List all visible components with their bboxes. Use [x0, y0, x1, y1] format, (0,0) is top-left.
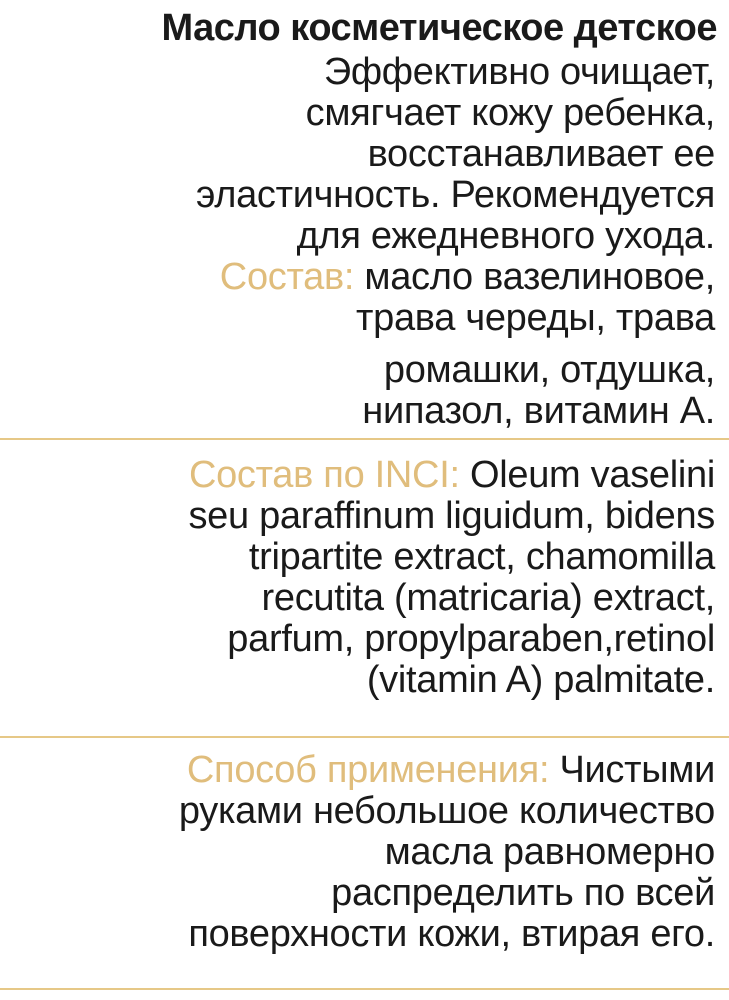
product-title: Масло косметическое детское: [161, 7, 717, 49]
usage-first-text: Чистыми: [549, 749, 715, 791]
composition-line: трава череды, трава: [356, 297, 715, 339]
usage-line: поверхности кожи, втирая его.: [188, 913, 715, 955]
description-line: смягчает кожу ребенка,: [305, 92, 715, 134]
inci-label: Состав по INCI:: [188, 454, 460, 496]
inci-first-line: [188, 455, 715, 496]
section-divider: [0, 736, 729, 738]
inci-first-text: Oleum vaselini: [459, 454, 715, 496]
usage-line: руками небольшое количество: [178, 790, 715, 832]
description-line: Эффективно очищает,: [323, 51, 715, 93]
description-line: эластичность. Рекомендуется: [195, 174, 715, 216]
composition-continued: [362, 350, 715, 432]
description-line: для ежедневного ухода.: [296, 215, 715, 257]
composition-section: [220, 257, 715, 339]
usage-section: [179, 750, 715, 955]
usage-label: Способ применения:: [186, 749, 550, 791]
composition-first-text: масло вазелиновое,: [354, 256, 715, 298]
inci-line: seu paraffinum liguidum, bidens: [188, 495, 715, 537]
usage-first-line: [179, 750, 715, 791]
product-description: [196, 52, 715, 257]
usage-line: масла равномерно: [384, 831, 715, 873]
inci-line: parfum, propylparaben,retinol: [227, 618, 715, 660]
description-line: восстанавливает ее: [367, 133, 715, 175]
inci-section: [188, 455, 715, 701]
inci-line: (vitamin A) palmitate.: [366, 659, 715, 701]
composition-first-line: [220, 257, 715, 298]
composition-line: нипазол, витамин А.: [362, 390, 715, 432]
inci-line: recutita (matricaria) extract,: [261, 577, 715, 619]
usage-line: распределить по всей: [331, 872, 715, 914]
section-divider: [0, 438, 729, 440]
composition-label: Состав:: [219, 256, 355, 298]
inci-line: tripartite extract, chamomilla: [248, 536, 715, 578]
composition-line: ромашки, отдушка,: [383, 349, 715, 391]
section-divider: [0, 988, 729, 990]
